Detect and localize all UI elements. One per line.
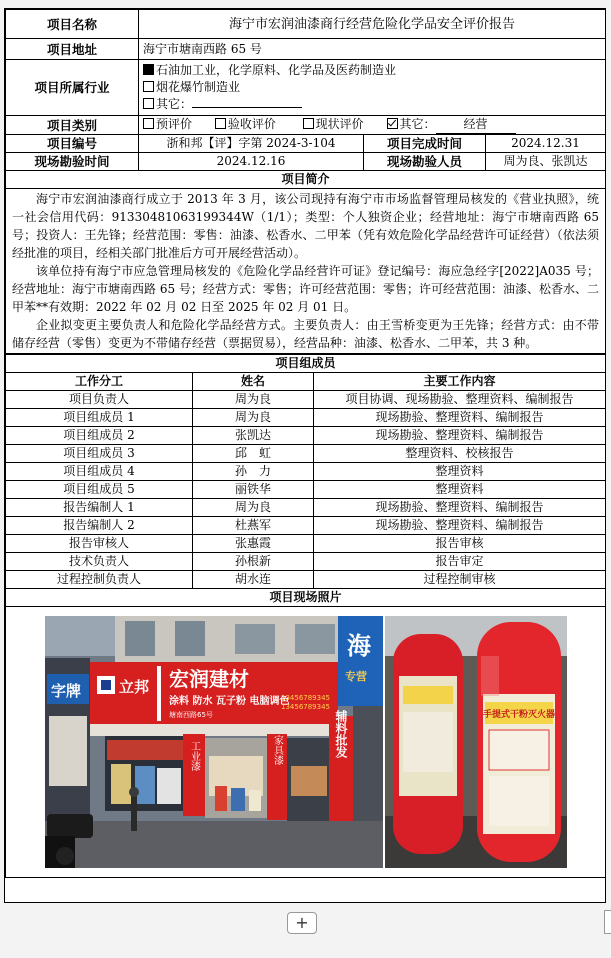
done-time-value: 2024.12.31: [486, 135, 606, 153]
member-role: 项目组成员 5: [6, 481, 193, 499]
report-page: [4, 8, 606, 903]
category-current: 现状评价: [315, 117, 364, 131]
member-role: 报告审核人: [6, 535, 193, 553]
checkbox-filled: [143, 64, 154, 75]
intro-paragraph-2: 该单位持有海宁市应急管理局核发的《危险化学品经营许可证》登记编号：海应急经字[2022]A035 号；经营地址：海宁市塘南西路 65 号；经营方式：零售；许可经营范围：零售；许可经营范围：油漆、松香水、二甲苯**有效期：2022 年 02 月 02 日至 2025 年 02 月 01 日。: [12, 264, 600, 314]
blue-sign-text: 海: [346, 632, 371, 660]
member-name: 周为良: [193, 409, 314, 427]
member-row: [6, 445, 606, 463]
members-title: 项目组成员: [6, 355, 606, 373]
member-row: [6, 391, 606, 409]
left-sign-text: 字牌: [50, 682, 81, 700]
members-header-role: 工作分工: [6, 373, 193, 391]
member-row: [6, 427, 606, 445]
member-name: 孙 力: [193, 463, 314, 481]
member-role: 项目组成员 4: [6, 463, 193, 481]
intro-paragraph-3: 企业拟变更主要负责人和危险化学品经营方式。主要负责人：由王雪桥变更为王先锋；经营方式：由不带储存经营（零售）变更为不带储存经营（票据贸易），经营品种：油漆、松香水、二甲苯，共 3 种。: [12, 318, 600, 350]
furniture-paint-sign: 家具漆: [271, 735, 282, 765]
member-role: 项目组成员 3: [6, 445, 193, 463]
member-row: [6, 535, 606, 553]
member-work: 现场勘验、整理资料、编制报告: [314, 409, 606, 427]
project-no-label: 项目编号: [6, 135, 139, 153]
industry-options: [139, 60, 606, 116]
store-phone-2: 13456789345: [280, 703, 330, 711]
extinguisher-label: 手提式干粉灭火器: [482, 710, 555, 720]
industry-label: 项目所属行业: [6, 60, 139, 116]
member-role: 报告编制人 1: [6, 499, 193, 517]
category-pre: 预评价: [156, 117, 193, 131]
member-name: 张惠霞: [193, 535, 314, 553]
member-row: [6, 499, 606, 517]
intro-title: 项目简介: [6, 171, 606, 189]
store-sign-text: 宏润建材: [168, 667, 249, 691]
member-work: 现场勘验、整理资料、编制报告: [314, 517, 606, 535]
member-row: [6, 481, 606, 499]
side-panel-edge[interactable]: [604, 910, 611, 934]
category-acceptance: 验收评价: [227, 117, 276, 131]
industry-option-1: 石油加工业，化学原料、化学品及医药制造业: [156, 63, 397, 77]
nippon-sign-text: 立邦: [118, 678, 149, 696]
photos-cell: [6, 607, 606, 878]
intro-paragraph-1: 海宁市宏润油漆商行成立于 2013 年 3 月，该公司现持有海宁市市场监督管理局核发的《营业执照》，统一社会信用代码：91330481063199344W（1/1）；类型：个人独资企业；经营地址：海宁市塘南西路 65 号；投资人：王先锋；经营范围：零售：油漆、松香水、二甲苯（凭有效危险化学品经营许可证经营）（依法须经批准的项目，经相关部门批准后方可开展经营活动）。: [12, 192, 600, 260]
industry-option-3: 其它：: [156, 97, 193, 111]
project-address-label: 项目地址: [6, 39, 139, 60]
member-name: 邱 虹: [193, 445, 314, 463]
member-row: [6, 571, 606, 589]
survey-staff-label: 现场勘验人员: [364, 153, 486, 171]
member-role: 项目组成员 1: [6, 409, 193, 427]
member-name: 孙根新: [193, 553, 314, 571]
store-address-text: 塘南西路65号: [168, 711, 213, 719]
blue-sign-subtext: 专营: [344, 670, 367, 683]
category-options: [139, 116, 606, 135]
category-label: 项目类别: [6, 116, 139, 135]
member-name: 周为良: [193, 391, 314, 409]
members-header-name: 姓名: [193, 373, 314, 391]
project-info-table: [5, 9, 606, 354]
storefront-photo: [45, 616, 383, 868]
member-role: 项目组成员 2: [6, 427, 193, 445]
project-name-label: 项目名称: [6, 10, 139, 39]
member-work: 现场勘验、整理资料、编制报告: [314, 427, 606, 445]
members-header-work: 主要工作内容: [314, 373, 606, 391]
member-work: 过程控制审核: [314, 571, 606, 589]
member-role: 项目负责人: [6, 391, 193, 409]
members-table: [5, 354, 606, 878]
wholesale-sign: 辅料批发: [333, 710, 348, 758]
checkbox-empty: [215, 118, 226, 129]
photos-title: 项目现场照片: [6, 589, 606, 607]
member-work: 报告审核: [314, 535, 606, 553]
project-name-value: 海宁市宏润油漆商行经营危险化学品安全评价报告: [139, 10, 606, 39]
checkbox-empty: [143, 98, 154, 109]
store-slogan-text: 涂料 防水 瓦子粉 电脑调色: [168, 696, 289, 707]
category-other-value: 经营: [436, 116, 516, 134]
member-role: 技术负责人: [6, 553, 193, 571]
member-row: [6, 463, 606, 481]
member-role: 报告编制人 2: [6, 517, 193, 535]
industrial-paint-sign: 工业漆: [188, 741, 199, 771]
store-phone-1: 13456789345: [280, 694, 330, 702]
member-row: [6, 553, 606, 571]
checkbox-checked: [387, 118, 398, 129]
member-name: 丽铁华: [193, 481, 314, 499]
member-name: 杜燕军: [193, 517, 314, 535]
intro-body: [6, 189, 606, 354]
member-row: [6, 517, 606, 535]
member-work: 整理资料: [314, 481, 606, 499]
member-work: 报告审定: [314, 553, 606, 571]
member-name: 周为良: [193, 499, 314, 517]
extinguisher-photo: [385, 616, 567, 868]
project-no-value: 浙和邦【评】字第 2024-3-104: [139, 135, 364, 153]
checkbox-empty: [143, 81, 154, 92]
industry-option-2: 烟花爆竹制造业: [156, 80, 241, 94]
member-work: 现场勘验、整理资料、编制报告: [314, 499, 606, 517]
survey-staff-value: 周为良、张凯达: [486, 153, 606, 171]
member-work: 整理资料: [314, 463, 606, 481]
member-name: 胡水连: [193, 571, 314, 589]
member-row: [6, 409, 606, 427]
done-time-label: 项目完成时间: [364, 135, 486, 153]
checkbox-empty: [303, 118, 314, 129]
add-button[interactable]: +: [287, 912, 317, 934]
survey-time-label: 现场勘验时间: [6, 153, 139, 171]
member-role: 过程控制负责人: [6, 571, 193, 589]
member-work: 项目协调、现场勘验、整理资料、编制报告: [314, 391, 606, 409]
project-address-value: 海宁市塘南西路 65 号: [139, 39, 606, 60]
survey-time-value: 2024.12.16: [139, 153, 364, 171]
category-other: 其它：: [399, 117, 436, 131]
member-name: 张凯达: [193, 427, 314, 445]
member-work: 整理资料、校核报告: [314, 445, 606, 463]
checkbox-empty: [143, 118, 154, 129]
